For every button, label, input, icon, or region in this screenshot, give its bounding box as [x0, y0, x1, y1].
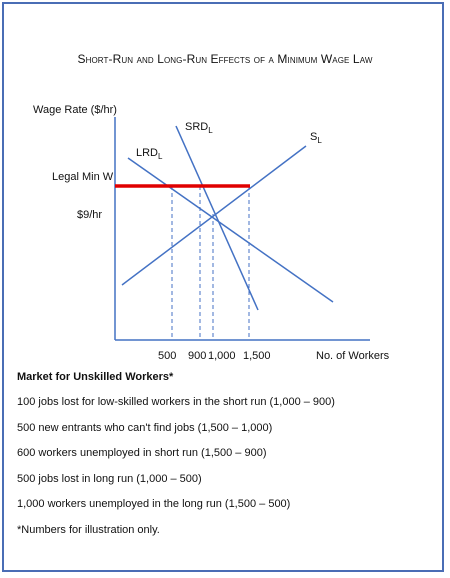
note-line: *Numbers for illustration only.: [17, 523, 160, 536]
srd-curve: [176, 126, 258, 310]
note-line: 100 jobs lost for low-skilled workers in the short run (1,000 – 900): [17, 396, 335, 408]
note-line: 500 jobs lost in long run (1,000 – 500): [17, 472, 202, 485]
note-line: 500 new entrants who can't find jobs (1,500 – 1,000): [17, 421, 273, 434]
notes-section: [17, 371, 335, 549]
chart-title: Short-Run and Long-Run Effects of a Minimum Wage Law: [77, 52, 373, 66]
note-line: 1,000 workers unemployed in the long run (1,500 – 500): [17, 498, 291, 510]
x-tick-1000: 1,000: [208, 350, 236, 362]
x-tick-1500: 1,500: [243, 350, 271, 362]
x-tick-900: 900: [188, 350, 207, 362]
nine-dollar-label: $9/hr: [77, 209, 103, 221]
supply-label: $S_L$: [310, 131, 322, 145]
lrd-label: $LRD_L$: [136, 147, 163, 161]
notes-heading: Market for Unskilled Workers*: [17, 371, 174, 383]
legal-min-wage-label: Legal Min W: [52, 171, 114, 183]
y-axis-label: Wage Rate ($/hr): [33, 104, 117, 116]
lrd-curve: [128, 158, 333, 302]
x-axis-label: No. of Workers: [316, 350, 390, 362]
srd-label: $SRD_L$: [185, 121, 213, 135]
x-tick-500: 500: [158, 350, 177, 362]
note-line: 600 workers unemployed in short run (1,500 – 900): [17, 447, 267, 459]
